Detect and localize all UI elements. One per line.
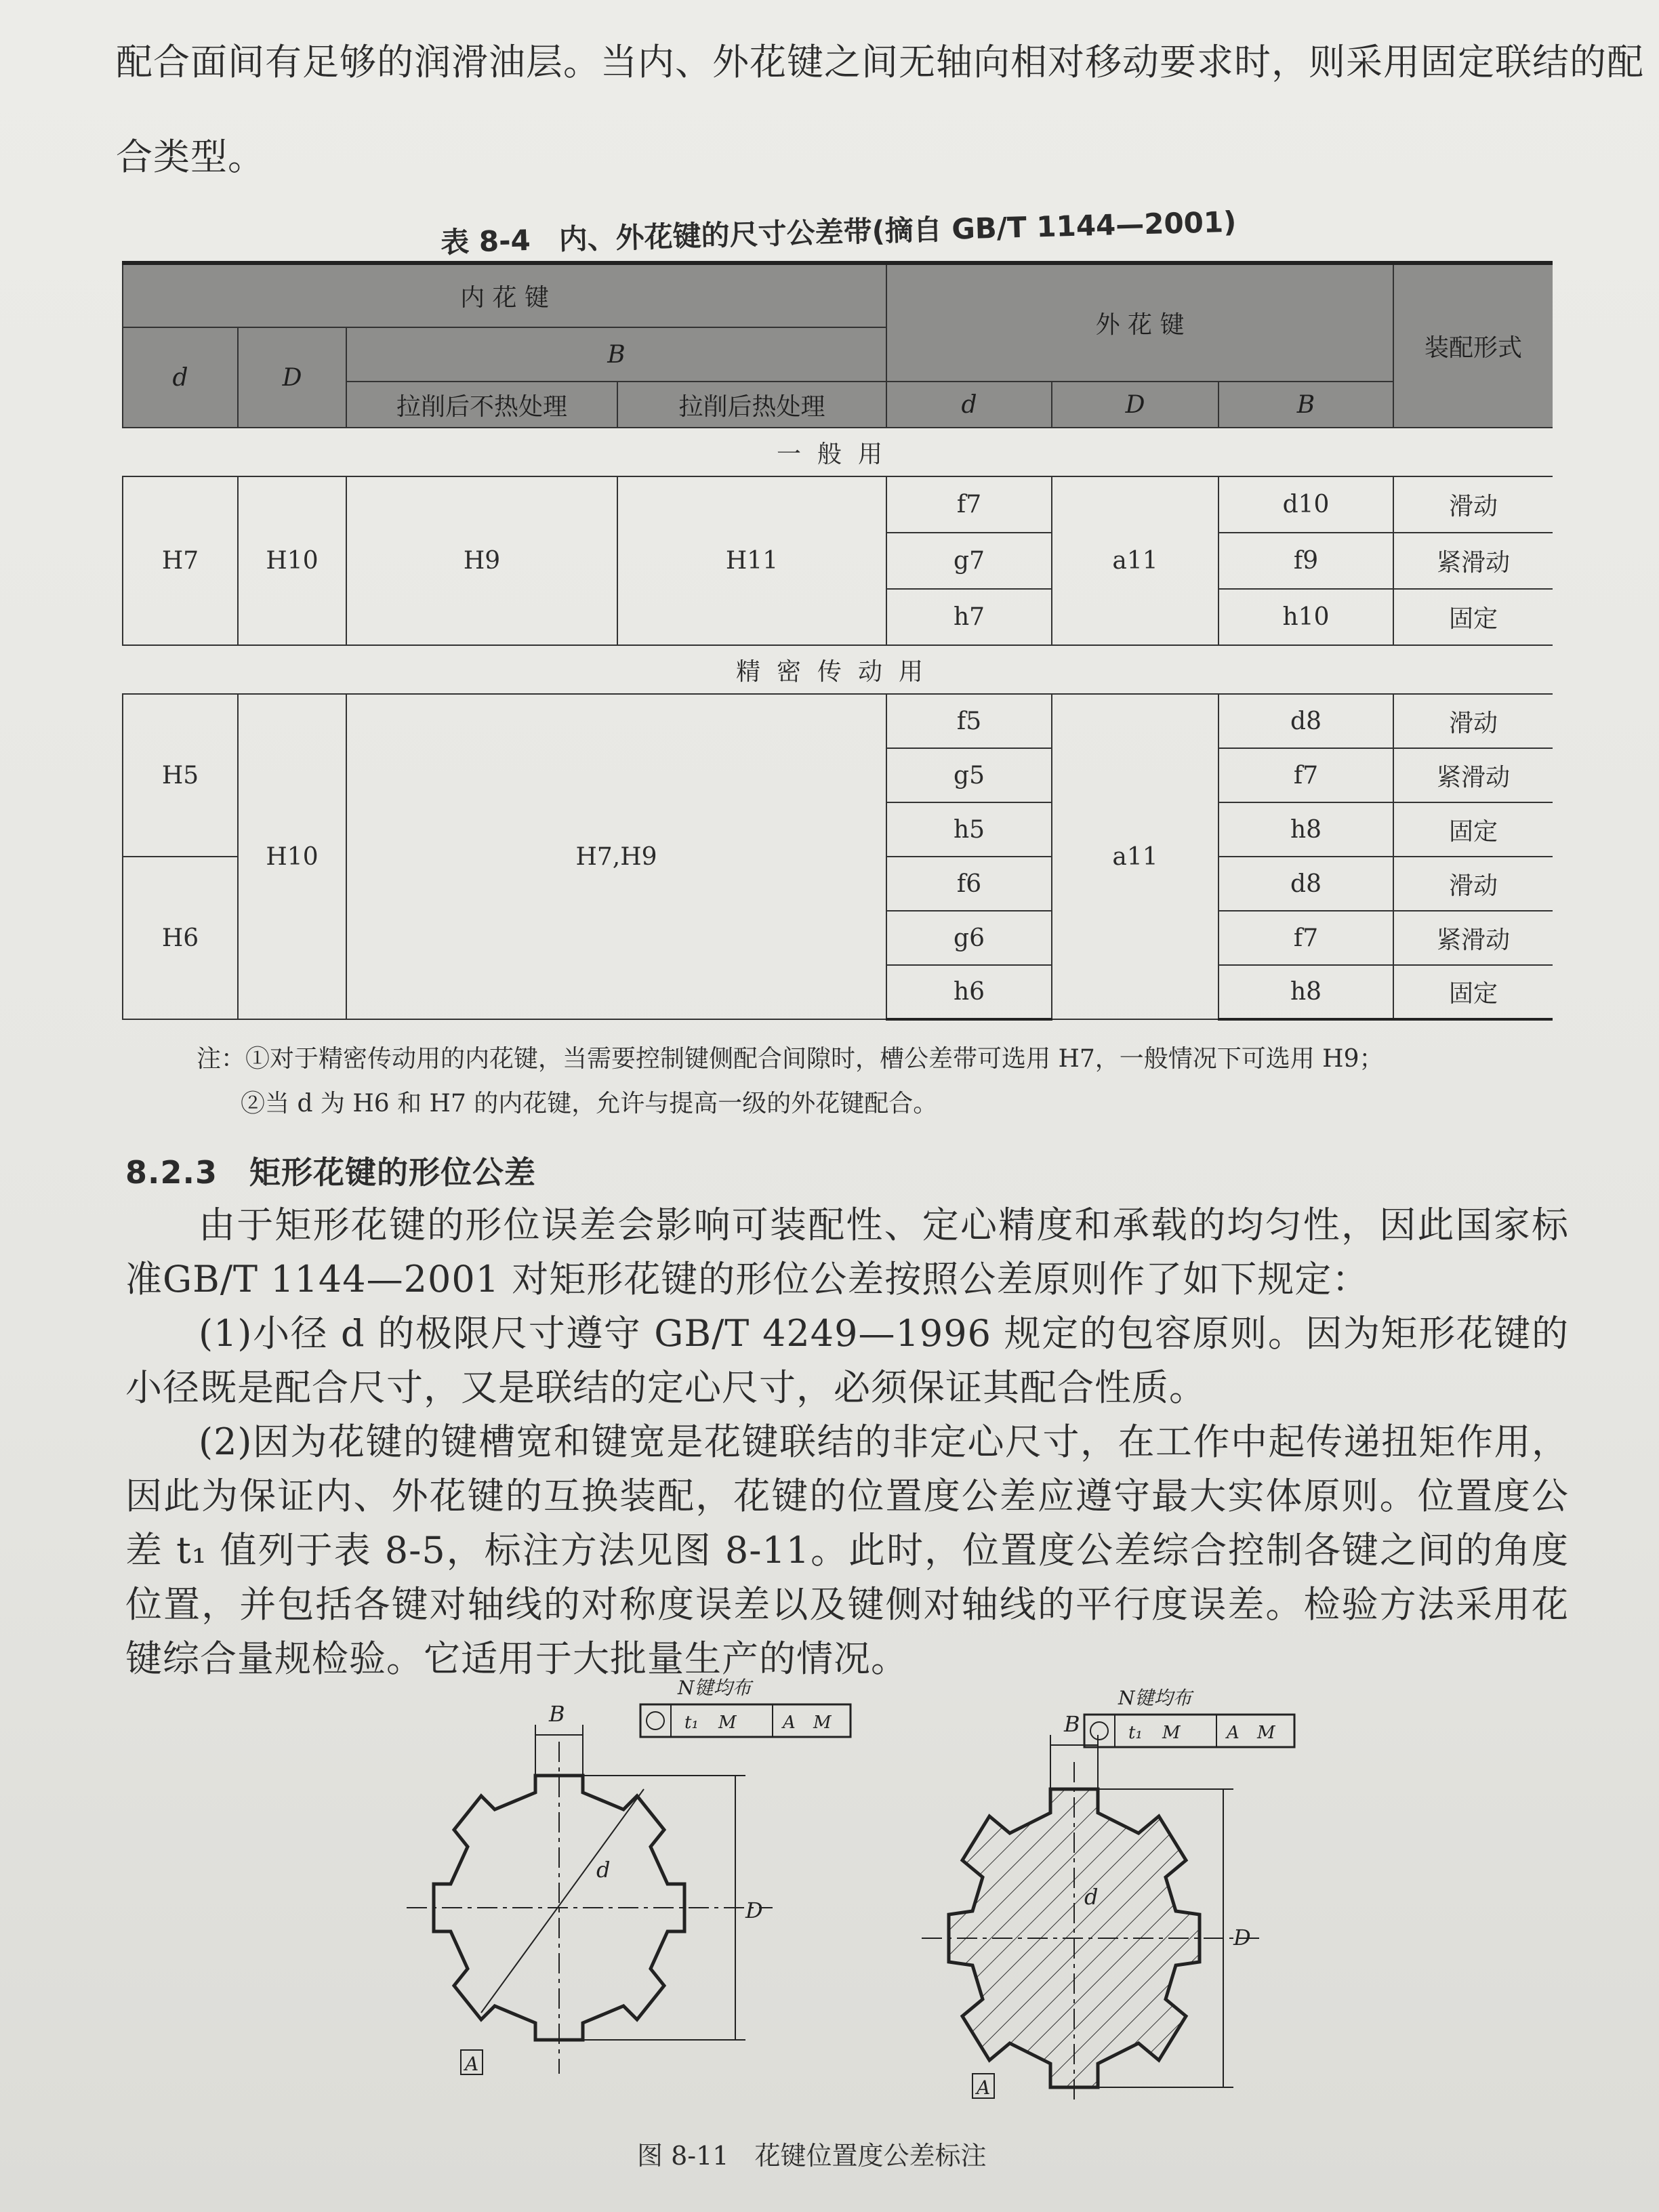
precision-od: f6 [886,857,1052,911]
precision-oB: h8 [1218,802,1393,857]
general-od: f7 [886,476,1052,533]
precision-od: g5 [886,748,1052,802]
label-d-right: d [1084,1884,1099,1910]
label-M2-left: M [813,1713,832,1733]
header-outer-d: d [886,382,1052,428]
figure-caption: 图 8-11 花键位置度公差标注 [637,2141,987,2171]
section-precision: 精密传动用 [123,645,1553,694]
general-oB: h10 [1218,589,1393,645]
general-B1: H9 [346,476,617,645]
header-inner-D: D [238,327,346,428]
paragraph-2: (1)小径 d 的极限尺寸遵守 GB/T 4249—1996 规定的包容原则。因为矩形花键的小径既是配合尺寸，又是联结的定心尺寸，必须保证其配合性质。 [125,1312,1569,1409]
header-outer-D: D [1052,382,1218,428]
section-general: 一般用 [123,428,1553,476]
label-D-left: D [745,1898,763,1923]
precision-fit: 滑动 [1393,694,1553,748]
precision-oB: f7 [1218,911,1393,965]
label-B-right: B [1064,1711,1080,1737]
precision-od: f5 [886,694,1052,748]
precision-fit: 滑动 [1393,857,1553,911]
header-outer-spline: 外 花 键 [886,263,1393,382]
general-oB: d10 [1218,476,1393,533]
intro-line-2: 合类型。 [116,136,265,178]
label-N-right: N键均布 [1118,1687,1192,1709]
label-N-left: N键均布 [678,1677,752,1699]
label-A-left: A [783,1713,796,1733]
table-title: 表 8-4 内、外花键的尺寸公差带(摘自 GB/T 1144—2001) [440,205,1237,260]
header-fit-type: 装配形式 [1393,263,1553,428]
label-M2-right: M [1257,1723,1275,1743]
precision-oB: d8 [1218,694,1393,748]
spline-figure [380,1674,1328,2108]
general-fit: 紧滑动 [1393,533,1553,589]
header-inner-spline: 内 花 键 [123,263,886,327]
general-fit: 滑动 [1393,476,1553,533]
precision-B: H7,H9 [346,694,886,1019]
label-d-left: d [596,1857,611,1883]
header-heat: 拉削后热处理 [617,382,886,428]
general-fit: 固定 [1393,589,1553,645]
note-2: ②当 d 为 H6 和 H7 的内花键，允许与提高一级的外花键配合。 [241,1090,938,1118]
label-t1-left: t₁ [684,1713,699,1733]
header-inner-B: B [346,327,886,382]
label-M1-left: M [718,1713,737,1733]
label-M1-right: M [1162,1723,1181,1743]
precision-fit: 紧滑动 [1393,748,1553,802]
precision-oB: h8 [1218,965,1393,1019]
intro-line-1: 配合面间有足够的润滑油层。当内、外花键之间无轴向相对移动要求时，则采用固定联结的配 [116,41,1644,83]
datum-A-left: A [465,2053,479,2075]
general-B2: H11 [617,476,886,645]
precision-fit: 固定 [1393,965,1553,1019]
precision-oD: a11 [1052,694,1218,1019]
precision-d: H6 [123,857,238,1019]
precision-oB: d8 [1218,857,1393,911]
precision-od: h6 [886,965,1052,1019]
datum-A-right: A [977,2076,991,2099]
note-1: 注：①对于精密传动用的内花键，当需要控制键侧配合间隙时，槽公差带可选用 H7，一般情况下可选用 H9； [197,1045,1384,1073]
header-outer-B: B [1218,382,1393,428]
general-od: h7 [886,589,1052,645]
paragraph-3: (2)因为花键的键槽宽和键宽是花键联结的非定心尺寸，在工作中起传递扭矩作用，因此为保证内、外花键的互换装配，花键的位置度公差应遵守最大实体原则。位置度公差 t₁ 值列于表 8-5，标注方法见图 8-11。此时，位置度公差综合控制各键之间的角度位置，并包括各键对轴线的对称度误差以及键侧对轴线的平行度误差。检验方法采用花键综合量规检验。它适用于大批量生产的情况。 [125,1420,1569,1680]
label-B-left: B [549,1701,565,1727]
header-no-heat: 拉削后不热处理 [346,382,617,428]
precision-od: g6 [886,911,1052,965]
general-D: H10 [238,476,346,645]
section-heading: 8.2.3 矩形花键的形位公差 [125,1154,536,1191]
precision-od: h5 [886,802,1052,857]
paragraph-1: 由于矩形花键的形位误差会影响可装配性、定心精度和承载的均匀性，因此国家标准GB/T 1144—2001 对矩形花键的形位公差按照公差原则作了如下规定： [125,1204,1569,1300]
tolerance-table [122,261,1553,1021]
label-D-right: D [1233,1925,1251,1950]
header-inner-d: d [123,327,238,428]
general-oB: f9 [1218,533,1393,589]
general-oD: a11 [1052,476,1218,645]
precision-fit: 固定 [1393,802,1553,857]
precision-D: H10 [238,694,346,1019]
label-A-right: A [1227,1723,1240,1743]
general-d: H7 [123,476,238,645]
precision-d: H5 [123,694,238,857]
precision-oB: f7 [1218,748,1393,802]
label-t1-right: t₁ [1128,1723,1143,1743]
general-od: g7 [886,533,1052,589]
precision-fit: 紧滑动 [1393,911,1553,965]
